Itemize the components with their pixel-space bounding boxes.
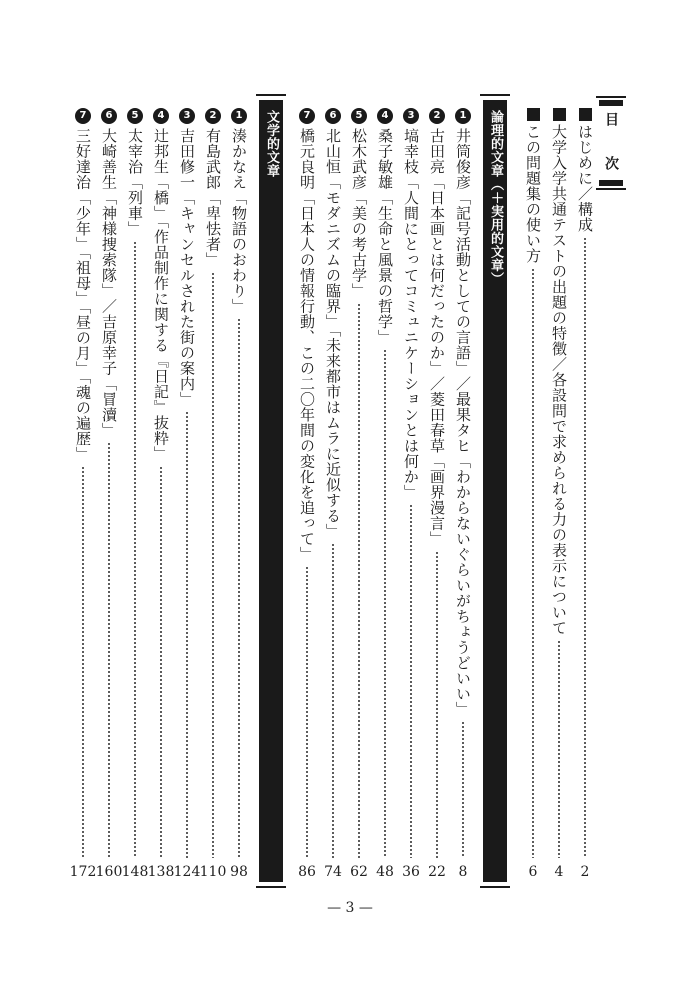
entry-page: 110 xyxy=(199,864,227,880)
toc-entry-ronriteki-5[interactable] xyxy=(347,108,371,880)
entry-title: 井筒俊彦「記号活動としての言語」／最果タヒ「わからないぐらいがちょうどいい」 xyxy=(454,128,472,717)
toc-entry-ronriteki-7[interactable] xyxy=(295,108,319,880)
entry-page: 6 xyxy=(528,864,538,880)
number-circle-icon: 1 xyxy=(455,108,471,124)
dot-leader xyxy=(133,241,137,859)
dot-leader xyxy=(237,318,241,858)
toc-entry-intro-3[interactable] xyxy=(521,108,545,880)
dot-leader xyxy=(211,272,215,859)
entry-title: 北山恒「モダニズムの臨界」「未来都市はムラに近似する」 xyxy=(324,128,342,539)
square-bullet-icon xyxy=(527,108,540,121)
dot-leader xyxy=(557,640,561,859)
entry-page: 22 xyxy=(428,864,446,880)
dot-leader xyxy=(531,268,535,859)
entry-page: 148 xyxy=(121,864,149,880)
number-circle-icon: 1 xyxy=(231,108,247,124)
toc-entry-bungakuteki-3[interactable] xyxy=(175,108,199,880)
number-circle-icon: 3 xyxy=(403,108,419,124)
number-circle-icon: 7 xyxy=(75,108,91,124)
dot-leader xyxy=(305,566,309,858)
entry-title: 大学入学共通テストの出題の特徴／各設問で求められる力の表示について xyxy=(550,124,568,636)
dot-leader xyxy=(185,411,189,858)
number-circle-icon: 7 xyxy=(299,108,315,124)
toc-entry-bungakuteki-6[interactable] xyxy=(97,108,121,880)
section-header-text: 論理的文章（＋実用的文章） xyxy=(488,110,503,286)
entry-page: 86 xyxy=(298,864,316,880)
entry-page: 124 xyxy=(173,864,201,880)
section-header-text: 文学的文章 xyxy=(264,110,279,178)
number-circle-icon: 4 xyxy=(377,108,393,124)
dot-leader xyxy=(461,721,465,858)
entry-title: 桑子敏雄「生命と風景の哲学」 xyxy=(376,128,394,345)
number-circle-icon: 3 xyxy=(179,108,195,124)
page-number: — 3 — xyxy=(327,900,373,916)
dot-leader xyxy=(159,466,163,859)
dot-leader xyxy=(331,543,335,858)
dot-leader xyxy=(409,504,413,858)
square-bullet-icon xyxy=(579,108,592,121)
entry-page: 138 xyxy=(147,864,175,880)
toc-entry-ronriteki-2[interactable] xyxy=(425,108,449,880)
entry-page: 48 xyxy=(376,864,394,880)
dot-leader xyxy=(583,237,587,859)
toc-entry-bungakuteki-5[interactable] xyxy=(123,108,147,880)
entry-page: 98 xyxy=(230,864,248,880)
dot-leader xyxy=(107,442,111,858)
number-circle-icon: 2 xyxy=(429,108,445,124)
entry-page: 36 xyxy=(402,864,420,880)
number-circle-icon: 5 xyxy=(127,108,143,124)
toc-entry-bungakuteki-2[interactable] xyxy=(201,108,225,880)
toc-entry-bungakuteki-1[interactable] xyxy=(227,108,251,880)
entry-page: 2 xyxy=(580,864,590,880)
dot-leader xyxy=(383,349,387,858)
toc-title: 目 次 xyxy=(603,112,619,178)
toc-title-box xyxy=(599,100,623,186)
entry-page: 160 xyxy=(95,864,123,880)
entry-page: 172 xyxy=(69,864,97,880)
toc-entry-ronriteki-6[interactable] xyxy=(321,108,345,880)
entry-title: 湊かなえ「物語のおわり」 xyxy=(230,128,248,314)
entry-page: 4 xyxy=(554,864,564,880)
entry-title: 太宰治「列車」 xyxy=(126,128,144,237)
toc-entry-ronriteki-1[interactable] xyxy=(451,108,475,880)
entry-page: 74 xyxy=(324,864,342,880)
square-bullet-icon xyxy=(553,108,566,121)
entry-title: 古田亮「日本画とは何だったのか」／菱田春草「画界漫言」 xyxy=(428,128,446,547)
number-circle-icon: 6 xyxy=(325,108,341,124)
number-circle-icon: 2 xyxy=(205,108,221,124)
entry-title: 塙幸枝「人間にとってコミュニケーションとは何か」 xyxy=(402,128,420,500)
toc-entry-intro-2[interactable] xyxy=(547,108,571,880)
number-circle-icon: 4 xyxy=(153,108,169,124)
toc-entry-ronriteki-4[interactable] xyxy=(373,108,397,880)
dot-leader xyxy=(81,466,85,858)
entry-title: 有島武郎「卑怯者」 xyxy=(204,128,222,268)
dot-leader xyxy=(435,551,439,859)
toc-entry-intro-1[interactable] xyxy=(573,108,597,880)
entry-title: 橋元良明「日本人の情報行動、この二〇年間の変化を追って」 xyxy=(298,128,316,562)
entry-title: 吉田修一「キャンセルされた街の案内」 xyxy=(178,128,196,407)
number-circle-icon: 6 xyxy=(101,108,117,124)
number-circle-icon: 5 xyxy=(351,108,367,124)
entry-page: 8 xyxy=(458,864,468,880)
toc-entry-bungakuteki-7[interactable] xyxy=(71,108,95,880)
entry-title: はじめに／構成 xyxy=(576,124,594,233)
section-header-ronriteki xyxy=(483,100,507,882)
dot-leader xyxy=(357,303,361,859)
entry-title: 大崎善生「神様捜索隊」／吉原幸子「冒瀆」 xyxy=(100,128,118,438)
entry-page: 62 xyxy=(350,864,368,880)
entry-title: 辻邦生「橋」「作品制作に関する『日記』抜粋」 xyxy=(152,128,170,462)
entry-title: この問題集の使い方 xyxy=(524,124,542,264)
toc-entry-ronriteki-3[interactable] xyxy=(399,108,423,880)
section-header-bungakuteki xyxy=(259,100,283,882)
entry-title: 松木武彦「美の考古学」 xyxy=(350,128,368,299)
entry-title: 三好達治「少年」「祖母」「昼の月」「魂の遍歴」 xyxy=(74,128,92,462)
toc-entry-bungakuteki-4[interactable] xyxy=(149,108,173,880)
